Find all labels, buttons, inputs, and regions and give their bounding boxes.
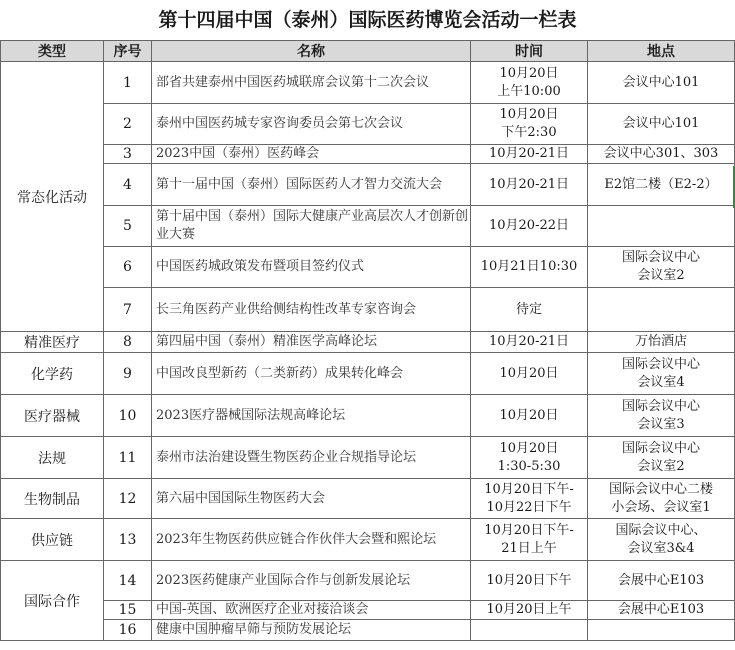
name-cell: 2023医疗器械国际法规高峰论坛 [152, 395, 471, 437]
table-row [1, 620, 735, 641]
seq-cell: 15 [104, 601, 152, 620]
table-row [1, 437, 735, 479]
name-cell: 第十一届中国（泰州）国际医药人才智力交流大会 [152, 164, 471, 206]
location-cell [588, 206, 735, 247]
header-name: 名称 [152, 41, 471, 62]
seq-cell: 16 [104, 620, 152, 641]
time-cell: 10月20日下午 [471, 561, 588, 601]
seq-cell: 6 [104, 247, 152, 288]
time-cell: 10月20日 下午2:30 [471, 104, 588, 145]
table-row [1, 145, 735, 164]
table-row [1, 164, 735, 206]
time-cell: 10月20-22日 [471, 206, 588, 247]
location-cell: E2馆二楼（E2-2） [588, 164, 735, 206]
seq-cell: 10 [104, 395, 152, 437]
location-cell: 会议中心101 [588, 104, 735, 145]
table-row [1, 479, 735, 519]
seq-cell: 8 [104, 332, 152, 353]
location-cell: 国际会议中心 会议室2 [588, 437, 735, 479]
page-title: 第十四届中国（泰州）国际医药博览会活动一栏表 [158, 9, 577, 31]
header-location: 地点 [588, 41, 735, 62]
category-cell: 国际合作 [1, 561, 104, 641]
category-cell: 生物制品 [1, 479, 104, 519]
location-cell: 国际会议中心二楼 小会场、会议室1 [588, 479, 735, 519]
seq-cell: 4 [104, 164, 152, 206]
name-cell: 泰州中国医药城专家咨询委员会第七次会议 [152, 104, 471, 145]
location-cell: 国际会议中心 会议室3 [588, 395, 735, 437]
name-cell: 中国医药城政策发布暨项目签约仪式 [152, 247, 471, 288]
seq-cell: 13 [104, 519, 152, 561]
seq-cell: 1 [104, 62, 152, 104]
table-row [1, 62, 735, 104]
name-cell: 健康中国肿瘤早筛与预防发展论坛 [152, 620, 471, 641]
time-cell: 10月20日下午- 10月22日下午 [471, 479, 588, 519]
time-cell: 10月20日 [471, 353, 588, 395]
name-cell: 部省共建泰州中国医药城联席会议第十二次会议 [152, 62, 471, 104]
category-cell: 供应链 [1, 519, 104, 561]
location-cell: 会议中心301、303 [588, 145, 735, 164]
table-row [1, 601, 735, 620]
table-row [1, 561, 735, 601]
location-cell: 国际会议中心、 会议室3&4 [588, 519, 735, 561]
seq-cell: 14 [104, 561, 152, 601]
location-cell: 国际会议中心 会议室4 [588, 353, 735, 395]
location-cell: 万怡酒店 [588, 332, 735, 353]
table-row [1, 288, 735, 332]
table-row [1, 332, 735, 353]
activity-table [0, 40, 735, 641]
category-cell: 法规 [1, 437, 104, 479]
name-cell: 第四届中国（泰州）精准医学高峰论坛 [152, 332, 471, 353]
category-cell: 常态化活动 [1, 62, 104, 332]
location-cell: 会展中心E103 [588, 561, 735, 601]
seq-cell: 11 [104, 437, 152, 479]
category-cell: 医疗器械 [1, 395, 104, 437]
seq-cell: 7 [104, 288, 152, 332]
name-cell: 2023中国（泰州）医药峰会 [152, 145, 471, 164]
header-seq: 序号 [104, 41, 152, 62]
name-cell: 长三角医药产业供给侧结构性改革专家咨询会 [152, 288, 471, 332]
time-cell: 10月20-21日 [471, 164, 588, 206]
time-cell: 10月20-21日 [471, 332, 588, 353]
table-row [1, 395, 735, 437]
time-cell: 10月20日 [471, 395, 588, 437]
header-category: 类型 [1, 41, 104, 62]
time-cell: 10月21日10:30 [471, 247, 588, 288]
table-row [1, 519, 735, 561]
seq-cell: 2 [104, 104, 152, 145]
time-cell: 10月20-21日 [471, 145, 588, 164]
seq-cell: 5 [104, 206, 152, 247]
table-header-row [1, 41, 735, 62]
name-cell: 2023年生物医药供应链合作伙伴大会暨和熙论坛 [152, 519, 471, 561]
location-cell: 国际会议中心 会议室2 [588, 247, 735, 288]
table-row [1, 104, 735, 145]
time-cell: 待定 [471, 288, 588, 332]
name-cell: 第六届中国国际生物医药大会 [152, 479, 471, 519]
time-cell: 10月20日下午- 21日上午 [471, 519, 588, 561]
category-cell: 精准医疗 [1, 332, 104, 353]
table-row [1, 247, 735, 288]
seq-cell: 9 [104, 353, 152, 395]
time-cell [471, 620, 588, 641]
name-cell: 第十届中国（泰州）国际大健康产业高层次人才创新创业大赛 [152, 206, 471, 247]
location-cell [588, 620, 735, 641]
name-cell: 泰州市法治建设暨生物医药企业合规指导论坛 [152, 437, 471, 479]
seq-cell: 3 [104, 145, 152, 164]
table-row [1, 353, 735, 395]
name-cell: 中国-英国、欧洲医疗企业对接洽谈会 [152, 601, 471, 620]
category-cell: 化学药 [1, 353, 104, 395]
time-cell: 10月20日上午 [471, 601, 588, 620]
table-row [1, 206, 735, 247]
time-cell: 10月20日 1:30-5:30 [471, 437, 588, 479]
location-cell: 会议中心101 [588, 62, 735, 104]
seq-cell: 12 [104, 479, 152, 519]
name-cell: 2023医药健康产业国际合作与创新发展论坛 [152, 561, 471, 601]
time-cell: 10月20日 上午10:00 [471, 62, 588, 104]
location-cell: 会展中心E103 [588, 601, 735, 620]
header-time: 时间 [471, 41, 588, 62]
location-cell [588, 288, 735, 332]
name-cell: 中国改良型新药（二类新药）成果转化峰会 [152, 353, 471, 395]
